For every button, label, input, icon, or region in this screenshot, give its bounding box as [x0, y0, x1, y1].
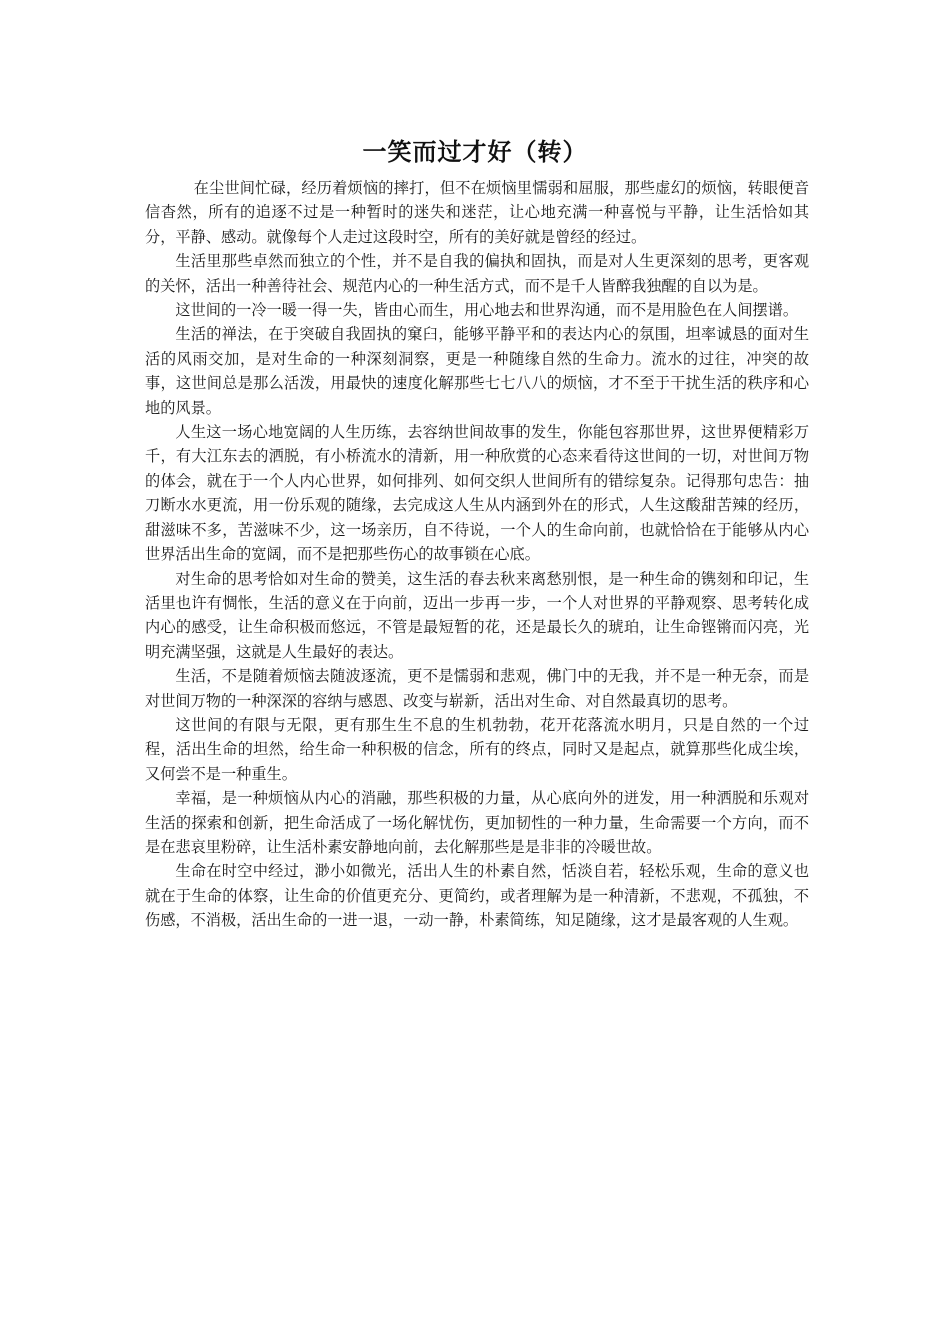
paragraph: 生活，不是随着烦恼去随波逐流，更不是懦弱和悲观，佛门中的无我，并不是一种无奈，而是对世间万物的一种深深的容纳与感恩、改变与崭新，活出对生命、对自然最真切的思考。: [145, 667, 809, 710]
paragraph: 对生命的思考恰如对生命的赞美，这生活的春去秋来离愁别恨，是一种生命的镌刻和印记，生活里也许有惆怅，生活的意义在于向前，迈出一步再一步，一个人对世界的平静观察、思考转化成内心的感受，让生命积极而悠远，不管是最短暂的花，还是最长久的琥珀，让生命铿锵而闪亮，光明充满坚强，这就是人生最好的表达。: [145, 569, 809, 661]
paragraph: 在尘世间忙碌，经历着烦恼的摔打，但不在烦恼里懦弱和屈服，那些虚幻的烦恼，转眼便音信杳然，所有的追逐不过是一种暂时的迷失和迷茫，让心地充满一种喜悦与平静，让生活恰如其分，平静、感动。就像每个人走过这段时空，所有的美好就是曾经的经过。: [145, 179, 809, 246]
paragraph: 这世间的有限与无限，更有那生生不息的生机勃勃，花开花落流水明月，只是自然的一个过程，活出生命的坦然，给生命一种积极的信念，所有的终点，同时又是起点，就算那些化成尘埃，又何尝不是一种重生。: [145, 715, 809, 783]
paragraph: 这世间的一冷一暖一得一失，皆由心而生，用心地去和世界沟通，而不是用脸色在人间摆谱。: [175, 301, 799, 320]
paragraph: 人生这一场心地宽阔的人生历练，去容纳世间故事的发生，你能包容那世界，这世界便精彩万千，有大江东去的洒脱，有小桥流水的清新，用一种欣赏的心态来看待这世间的一切，对世间万物的体会，就在于一个人内心世界，如何排列、如何交织人世间所有的错综复杂。记得那句忠告：抽刀断水水更流，用一份乐观的随缘，去完成这人生从内涵到外在的形式，人生这酸甜苦辣的经历，甜滋味不多，苦滋味不少，这一场亲历，自不待说，一个人的生命向前，也就恰恰在于能够从内心世界活出生命的宽阔，而不是把那些伤心的故事锁在心底。: [145, 423, 809, 564]
paragraph: 生活的禅法，在于突破自我固执的窠臼，能够平静平和的表达内心的氛围，坦率诚恳的面对生活的风雨交加，是对生命的一种深刻洞察，更是一种随缘自然的生命力。流水的过往，冲突的故事，这世间总是那么活泼，用最快的速度化解那些七七八八的烦恼，才不至于干扰生活的秩序和心地的风景。: [145, 325, 809, 417]
document-title: 一笑而过才好（转）: [362, 138, 588, 166]
paragraph: 生活里那些卓然而独立的个性，并不是自我的偏执和固执，而是对人生更深刻的思考，更客观的关怀，活出一种善待社会、规范内心的一种生活方式，而不是千人皆醉我独醒的自以为是。: [145, 252, 809, 295]
document-body: [145, 176, 809, 933]
paragraph: 幸福，是一种烦恼从内心的消融，那些积极的力量，从心底向外的迸发，用一种洒脱和乐观对生活的探索和创新，把生命活成了一场化解忧伤，更加韧性的一种力量，生命需要一个方向，而不是在悲哀里粉碎，让生活朴素安静地向前，去化解那些是是非非的冷暖世故。: [145, 789, 809, 856]
paragraph: 生命在时空中经过，渺小如微光，活出人生的朴素自然，恬淡自若，轻松乐观，生命的意义也就在于生命的体察，让生命的价值更充分、更简约，或者理解为是一种清新，不悲观，不孤独，不伤感，不消极，活出生命的一进一退，一动一静，朴素简练，知足随缘，这才是最客观的人生观。: [145, 862, 809, 930]
